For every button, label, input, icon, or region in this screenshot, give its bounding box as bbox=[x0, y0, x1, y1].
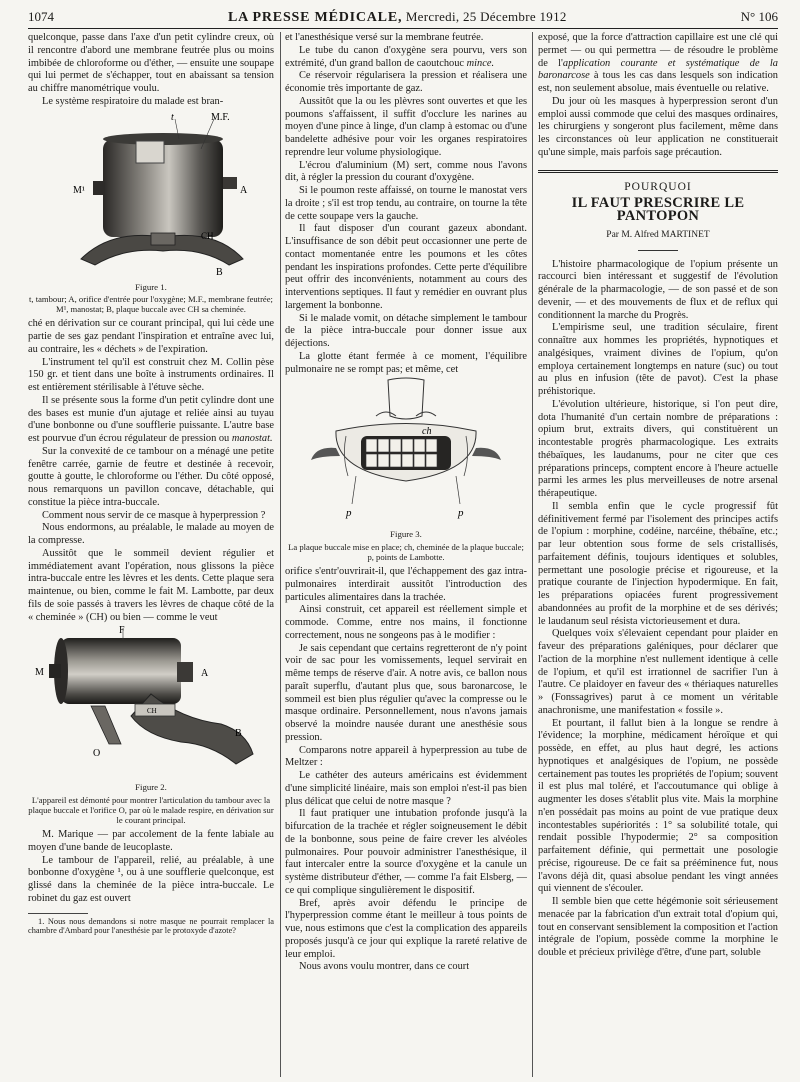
paragraph: L'écrou d'aluminium (M) sert, comme nous l'avons dit, à régler la pression du courant d'oxygène. bbox=[285, 159, 527, 184]
paragraph: Je sais cependant que certains regretteront de n'y point voir de sac pour les vomissements, lequel servirait en même temps de réserve d'air. A notre avis, ce ballon nous paraît superflu, d'autant plus que, sous baronarcose, le sommeil est bien plus régulier qu'avec la compresse ou le masque ordinaire. Personnellement, nous n'avons jamais observé la moindre nausée durant une anesthésie sous pression. bbox=[285, 642, 527, 743]
figure-1-title: Figure 1. bbox=[135, 281, 167, 292]
paragraph: ché en dérivation sur ce courant principal, qui lui cède une partie de ses gaz pendant l'inspiration et entraîne avec lui, au contraire, les « déchets » de l'expiration. bbox=[28, 318, 274, 355]
paragraph: La glotte étant fermée à ce moment, l'équilibre pulmonaire ne se rompt pas; et même, cet bbox=[285, 350, 527, 375]
column-divider bbox=[532, 32, 533, 1077]
paragraph: Et pourtant, il fallut bien à la longue se rendre à l'évidence; la morphine, médicament héroïque et qui possède, en effet, au plus haut degré, les actions hypnotiques et analgésiques de l'opium, ne possède certainement pas toutes les propriétés de l'opium; souvent il est plus mal toléré, et l'accoutumance qui oblige à augmenter les doses s'établit plus vite. Mais la morphine n'en possédait pas moins au point de vue pratique deux incontestables supériorités : 1° sa solubilité totale, qui rendait possible l'hypodermie; 2° sa composition parfaitement définie, qui permettait une posologie précise, rigoureuse. De ce fait sa prééminence fut, nous l'avons déjà dit, quasi absolue pendant les vingt années qui viennent de s'écouler. bbox=[538, 717, 778, 895]
label-t: t bbox=[171, 111, 174, 123]
column-2 bbox=[285, 32, 527, 1077]
paragraph: Il faut pratiquer une intubation profonde jusqu'à la bifurcation de la trachée et régler soigneusement le débit de la bonbonne, sous peine de faire crever les alvéoles pulmonaires. Pour pouvoir administrer l'anesthésique, il faut intercaler entre la source d'oxygène et la canule un système distributeur d'éther, — comme l'a fait Elsberg, — ce qui complique singulièrement le dispositif. bbox=[285, 808, 527, 896]
inlet-nozzle bbox=[223, 177, 237, 189]
label-ch: ch bbox=[422, 426, 432, 438]
label-ch: CH bbox=[147, 707, 157, 716]
article-title: IL FAUT PRESCRIRE LE PANTOPON bbox=[571, 195, 745, 224]
label-ch: CH bbox=[201, 230, 214, 241]
paragraph: Le tambour de l'appareil, relié, au préalable, à une bonbonne d'oxygène ¹, ou à une soufflerie quelconque, est glissé dans la cheminée de la pièce intra-buccale. Le robinet du gaz est ouvert bbox=[28, 854, 274, 904]
column-3 bbox=[538, 32, 778, 1077]
page-number: 1074 bbox=[28, 9, 54, 24]
paragraph: Ainsi construit, cet appareil est réellement simple et commode. Comme, entre nos mains, il fonctionne correctement, nous ne songeons pas à le modifier : bbox=[285, 604, 527, 641]
paragraph: Le tube du canon d'oxygène sera pourvu, vers son extrémité, d'un grand ballon de caoutchouc mince. bbox=[285, 44, 527, 69]
paragraph: Bref, après avoir défendu le principe de l'hyperpression comme étant le meilleur à tous points de vue, nous estimons que c'est la complication des appareils proposés jusqu'à ce jour qui explique la rareté relative de leur emploi. bbox=[285, 897, 527, 960]
paragraph: M. Marique — par accolement de la fente labiale au moyen d'une bande de leucoplaste. bbox=[28, 829, 274, 853]
label-o: O bbox=[93, 748, 101, 760]
chimney bbox=[151, 233, 175, 245]
article-kicker: POURQUOI bbox=[624, 180, 692, 193]
figure-2-title: Figure 2. bbox=[135, 782, 167, 793]
felt-window bbox=[136, 141, 164, 163]
paragraph: Le système respiratoire du malade est bran- bbox=[42, 95, 224, 107]
footnote: 1. Nous nous demandons si notre masque ne pourrait remplacer la chambre d'Ambard pour l'anesthésie par le protoxyde d'azote? bbox=[28, 916, 274, 936]
column-divider bbox=[280, 32, 281, 1077]
journal-title bbox=[228, 9, 567, 26]
paragraph: L'histoire pharmacologique de l'opium présente un raccourci bien intéressant et suggestif de l'évolution générale de la pharmacologie, — de son passé et de son devenir, — et des mouvements de flux et de reflux qui conditionnent la marche du Progrès. bbox=[538, 258, 778, 321]
figure-1-illustration bbox=[51, 109, 251, 279]
figure-3-caption: La plaque buccale mise en place; ch, cheminée de la plaque buccale; p, points de Lambotte. bbox=[288, 542, 524, 562]
inlet-nozzle bbox=[49, 664, 61, 678]
paragraph: exposé, que la force d'attraction capillaire est une clé qui permet — ou qui permettra — de résoudre le problème de l'application courante et systématique de la baronarcose à tous les cas dans lesquels son indication est, non seulement absolue, mais éventuelle ou relative. bbox=[538, 32, 778, 94]
paragraph: Sur la convexité de ce tambour on a ménagé une petite fenêtre carrée, garnie de feutre et destinée à recevoir, goutte à goutte, le chloroforme ou l'éther. Du côté opposé, nous remarquons un pavillon concave, détachable, qui constitue la pièce intra-buccale. bbox=[28, 445, 274, 508]
label-mf: M.F. bbox=[211, 111, 230, 123]
title-divider bbox=[638, 250, 678, 251]
paragraph: Nous endormons, au préalable, le malade au moyen de la compresse. bbox=[28, 522, 274, 546]
paragraph: quelconque, passe dans l'axe d'un petit cylindre creux, où il rencontre d'abord une membrane feutrée plus ou moins imbibée de chloroforme ou d'éther, — ensuite une soupape qui lui permet de s'échapper, tout en abaissant sa tension au chiffre manométrique voulu. bbox=[28, 32, 274, 94]
nose bbox=[388, 378, 424, 419]
figure-2-caption: L'appareil est démonté pour montrer l'articulation du tambour avec la plaque buccale et l'orifice O, par où le malade respire, en dérivation sur le courant principal. bbox=[28, 795, 274, 825]
label-m: M bbox=[35, 667, 44, 679]
label-b: B bbox=[235, 728, 242, 740]
manostat bbox=[177, 662, 193, 682]
label-b: B bbox=[216, 266, 223, 278]
journal-name: LA PRESSE MÉDICALE, bbox=[227, 9, 403, 25]
paragraph: Du jour où les masques à hyperpression seront d'un emploi aussi commode que celui des masques ordinaires, les chirurgiens y songeront plus facilement, même dans les circonstances où leur application ne constituerait qu'une simple, mais parfois sage précaution. bbox=[538, 95, 778, 158]
section-divider bbox=[538, 170, 778, 173]
paragraph: Si le poumon reste affaissé, on tourne le manostat vers la droite ; s'il est trop tendu, au contraire, on tourne la tête de cette soupape vers la gauche. bbox=[285, 185, 527, 222]
label-a: A bbox=[240, 184, 248, 196]
figure-2-illustration bbox=[31, 624, 271, 779]
footnote-divider bbox=[28, 913, 88, 914]
label-a: A bbox=[201, 668, 209, 680]
paragraph: L'instrument tel qu'il est construit chez M. Collin pèse 150 gr. et tient dans une boîte à instruments ordinaires. Il est entièrement stérilisable à l'étuve sèche. bbox=[28, 356, 274, 393]
paragraph: Il se présente sous la forme d'un petit cylindre dont une des bases est munie d'un ajutage et reliée ainsi au tuyau d'une bonbonne ou d'une soufflerie puissante. L'autre base est pourvue d'un écrou régulateur de pression ou manostat. bbox=[28, 394, 274, 444]
label-m1: M¹ bbox=[73, 184, 85, 196]
label-p-right: p bbox=[458, 507, 464, 520]
paragraph: et l'anesthésique versé sur la membrane feutrée. bbox=[285, 32, 484, 43]
paragraph: Quelques voix s'élevaient cependant pour plaider en faveur des préparations galéniques, pour déclarer que l'action de la morphine n'est nullement identique à celle de l'opium, et qu'il est irrationnel de sacrifier l'un à l'autre. Ce plaidoyer en faveur des « thériaques naturelles » (Fonssagrives) parut à ce moment un véritable anachronisme, une manifestation « fossile ». bbox=[538, 628, 778, 716]
issue-number: N° 106 bbox=[740, 9, 778, 24]
label-f: F bbox=[119, 625, 125, 637]
paragraph: Comment nous servir de ce masque à hyperpression ? bbox=[42, 509, 266, 521]
cheek-left bbox=[311, 448, 340, 460]
issue-date: Mercredi, 25 Décembre 1912 bbox=[405, 8, 567, 24]
manostat bbox=[93, 181, 105, 195]
paragraph: Il semble bien que cette hégémonie soit sérieusement menacée par la fabrication d'un extrait total d'opium qui, tout en conservant sensiblement la composition et l'action intégrale de l'opium, possède comme la morphine le double et précieux privilège d'être, d'une part, soluble bbox=[538, 896, 778, 958]
drum-body bbox=[61, 638, 181, 704]
paragraph: Le cathéter des auteurs américains est évidemment d'une simplicité linéaire, mais son emploi n'est-il pas bien plus délicat que celui de notre masque ? bbox=[285, 770, 527, 807]
paragraph: orifice s'entr'ouvrirait-il, que l'échappement des gaz intra-pulmonaires interdirait aussitôt l'introduction des particules alimentaires dans la trachée. bbox=[285, 566, 527, 603]
paragraph: Ce réservoir régularisera la pression et réalisera une économie très importante de gaz. bbox=[285, 70, 527, 94]
paragraph: L'évolution ultérieure, historique, si l'on peut dire, dota l'humanité d'un certain nombre de préparations : opium brut, extraits divers, qui constituèrent un incontestable progrès pharmacologique. Les extraits thébaïques, les laudanums, pour ne citer que ces préparations princeps, comptent encore à l'heure actuelle parmi les armes les plus merveilleuses de notre arsenal thérapeutique. bbox=[538, 398, 778, 499]
paragraph: Si le malade vomit, on détache simplement le tambour de la pièce intra-buccale pour donner issue aux déjections. bbox=[285, 312, 527, 349]
figure-1-caption: t, tambour; A, orifice d'entrée pour l'oxygène; M.F., membrane feutrée; M¹, manostat; B, plaque buccale avec CH sa cheminée. bbox=[29, 294, 273, 315]
cheek-right bbox=[472, 448, 501, 460]
orifice-o bbox=[91, 706, 121, 744]
paragraph: Il faut disposer d'un courant gazeux abondant. L'insuffisance de son débit peut occasionner une perte de contact momentanée entre les poumons et les côtes pendant les inspirations profondes. Cette perte d'équilibre peut offrir des inconvénients, notamment au cours des interventions septiques. Il faut y remédier en ouvrant plus largement la bonbonne. bbox=[285, 223, 527, 311]
paragraph: L'empirisme seul, une tradition séculaire, firent connaître aux hommes les propriétés, hypnotiques et analgésiques, vraiment divines de l'opium, qu'on employa certainement longtemps en nature (suc) ou tout au plus en infusion (tête de pavot). C'est la phase préhistorique. bbox=[538, 322, 778, 397]
paragraph: Comparons notre appareil à hyperpression au tube de Meltzer : bbox=[285, 744, 527, 769]
paragraph: Il sembla enfin que le cycle progressif fût définitivement fermé par l'isolement des principes actifs de l'opium : morphine, codéine, narcéine, thébaïne, etc.; par leur obtention sous forme de sels cristallisés, parfaitement définis, toujours identiques et solubles, permettant une posologie précise et rigoureuse, et la pratique courante de l'injection hypodermique. En fait, les préparations opiacées furent progressivement abandonnées au profit de la morphine et de ses dérivés; le laudanum seul résista victorieusement et dura. bbox=[538, 500, 778, 627]
paragraph: Nous avons voulu montrer, dans ce court bbox=[299, 961, 470, 973]
page-header bbox=[28, 6, 778, 29]
label-p-left: p bbox=[346, 507, 352, 520]
figure-3-illustration bbox=[306, 376, 506, 526]
figure-3-title: Figure 3. bbox=[390, 529, 422, 540]
column-1 bbox=[28, 32, 274, 1077]
paragraph: Aussitôt que la ou les plèvres sont ouvertes et que les poumons s'affaissent, il suffit d'occlure les narines au moyen d'une pince à linge, d'un clamp à estomac ou d'une bandelette adhésive pour voir les organes respiratoires reprendre leur volume physiologique. bbox=[285, 95, 527, 158]
article-author: Par M. Alfred MARTINET bbox=[606, 229, 710, 240]
paragraph: Aussitôt que le sommeil devient régulier et immédiatement avant l'opération, nous glissons la pièce intra-buccale entre les lèvres et les dents. Cette plaque sera maintenue, ou bien, comme le fait M. Lambotte, par deux fils de soie passés à travers les lèvres de chaque côté de la « cheminée » (CH) ou bien — comme le veut bbox=[28, 547, 274, 623]
